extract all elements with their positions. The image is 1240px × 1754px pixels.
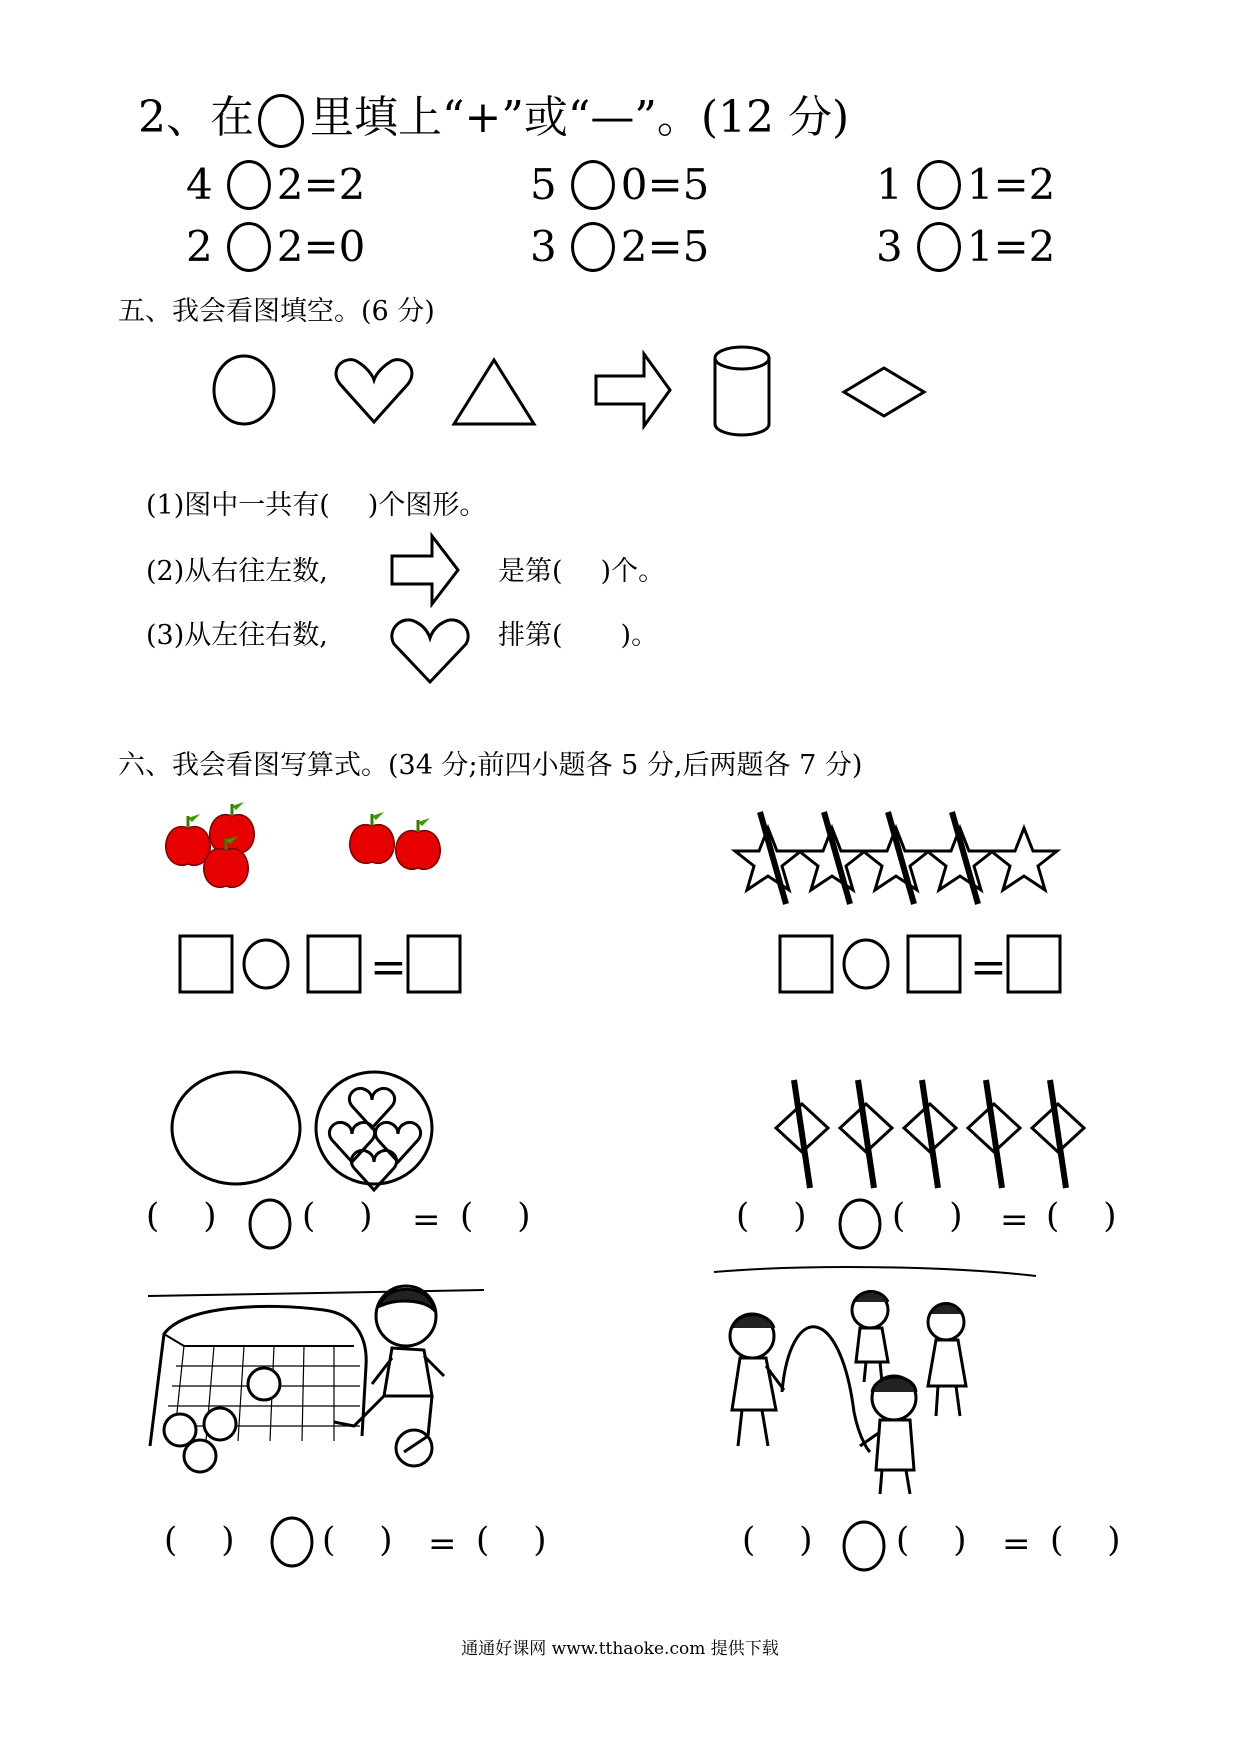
operator-circle-blank[interactable] <box>836 1196 884 1252</box>
q2-title-number: 2、在 <box>138 92 254 143</box>
diamond-icon <box>844 368 924 416</box>
equals-sign: = <box>370 942 407 993</box>
paren-equation <box>896 1520 967 1560</box>
equation-row <box>876 222 1055 272</box>
paren-open: ( <box>322 1520 336 1560</box>
operator-circle-blank[interactable] <box>268 1514 316 1570</box>
paren-close: ) <box>221 1520 235 1560</box>
apple-icon <box>396 818 441 869</box>
box-equation <box>776 930 1076 1000</box>
soccer-ball-icon <box>248 1368 280 1400</box>
apple-icon <box>166 814 211 865</box>
boy-center <box>860 1376 916 1494</box>
equation-left: 3 <box>876 222 903 271</box>
paren-close: ) <box>517 1196 531 1236</box>
q5-sub1 <box>146 488 486 524</box>
q2-title-text: 里填上“+”或“—”。(12 分) <box>310 92 850 143</box>
paren-open: ( <box>164 1520 178 1560</box>
apple-icon <box>350 812 395 863</box>
paren-close: ) <box>533 1520 547 1560</box>
paren-open: ( <box>742 1520 756 1560</box>
girl-middle <box>852 1292 888 1383</box>
boy-kicking <box>334 1286 444 1452</box>
paren-equation <box>322 1520 393 1560</box>
equals-sign: = <box>428 1524 457 1564</box>
section-five-title: 五、我会看图填空。(6 分) <box>118 296 435 327</box>
equation-row <box>186 160 365 210</box>
box-equation <box>176 930 476 1000</box>
diamonds-picture <box>770 1076 1100 1206</box>
equation-right: 1=2 <box>966 160 1056 209</box>
paren-equation <box>146 1196 217 1236</box>
stars-picture <box>730 800 1070 910</box>
paren-close: ) <box>953 1520 967 1560</box>
equation-row <box>530 222 709 272</box>
equals-sign: = <box>970 942 1007 993</box>
paren-close: ) <box>799 1520 813 1560</box>
crossed-out-marks <box>794 1080 1066 1188</box>
arrow-right-icon <box>388 532 464 608</box>
footer-credit: 通通好课网 www.tthaoke.com 提供下载 <box>461 1639 779 1659</box>
equals-sign: = <box>1002 1524 1031 1564</box>
equation-left: 2 <box>186 222 213 271</box>
equation-left: 3 <box>530 222 557 271</box>
paren-close: ) <box>949 1196 963 1236</box>
equation-right: 2=5 <box>620 222 710 271</box>
shape-row <box>200 340 960 440</box>
paren-close: ) <box>379 1520 393 1560</box>
operator-circle-blank[interactable] <box>227 160 271 210</box>
paren-close: ) <box>1103 1196 1117 1236</box>
soccer-ball-icon <box>204 1408 236 1440</box>
paren-open: ( <box>1050 1520 1064 1560</box>
paren-open: ( <box>302 1196 316 1236</box>
answer-box <box>908 936 960 992</box>
paren-open: ( <box>476 1520 490 1560</box>
section-six-title: 六、我会看图写算式。(34 分;前四小题各 5 分,后两题各 7 分) <box>118 750 863 781</box>
q5-sub2-label: (2)从右往左数, <box>146 556 328 587</box>
paren-equation <box>302 1196 373 1236</box>
q5-sub3-label: (3)从左往右数, <box>146 620 328 651</box>
paren-equation <box>892 1196 963 1236</box>
equation-right: 2=0 <box>276 222 366 271</box>
arrow-right-icon <box>596 354 670 426</box>
paren-open: ( <box>736 1196 750 1236</box>
paren-equation <box>460 1196 531 1236</box>
operator-circle-blank[interactable] <box>571 222 615 272</box>
q5-sub3-right <box>498 618 658 654</box>
paren-equation <box>736 1196 807 1236</box>
q5-sub3-after: )。 <box>620 620 659 651</box>
equation-left: 5 <box>530 160 557 209</box>
operator-circle-blank <box>244 940 288 988</box>
apples-picture <box>160 792 460 892</box>
girl-left <box>730 1314 784 1446</box>
answer-box <box>408 936 460 992</box>
heart-icon <box>388 612 472 688</box>
paren-close: ) <box>1107 1520 1121 1560</box>
equation-right: 0=5 <box>620 160 710 209</box>
circle-icon <box>214 356 274 424</box>
paren-open: ( <box>146 1196 160 1236</box>
answer-box <box>780 936 832 992</box>
operator-circle-blank[interactable] <box>571 160 615 210</box>
operator-circle-blank[interactable] <box>840 1518 888 1574</box>
equation-row <box>530 160 709 210</box>
q5-sub2-after: )个。 <box>600 556 666 587</box>
equation-left: 4 <box>186 160 213 209</box>
empty-ellipse <box>172 1072 300 1184</box>
paren-equation <box>476 1520 547 1560</box>
q5-sub1-after: )个图形。 <box>367 490 487 521</box>
girl-right <box>928 1304 966 1417</box>
equation-row <box>186 222 365 272</box>
paren-open: ( <box>460 1196 474 1236</box>
answer-box <box>308 936 360 992</box>
operator-circle-blank[interactable] <box>917 222 961 272</box>
equation-right: 1=2 <box>966 222 1056 271</box>
q5-sub1-before: (1)图中一共有( <box>146 490 330 521</box>
paren-open: ( <box>896 1520 910 1560</box>
apple-icon <box>210 802 255 853</box>
equation-right: 2=2 <box>276 160 366 209</box>
circle-icon <box>258 94 304 148</box>
rope-skipping-picture <box>710 1262 1040 1502</box>
answer-box <box>180 936 232 992</box>
soccer-ball-icon <box>184 1440 216 1472</box>
operator-circle-blank[interactable] <box>227 222 271 272</box>
paren-equation <box>1046 1196 1117 1236</box>
equals-sign: = <box>1000 1200 1029 1240</box>
hearts-picture <box>168 1066 448 1196</box>
paren-open: ( <box>1046 1196 1060 1236</box>
q5-sub3-mid: 排第( <box>498 620 563 651</box>
paren-equation <box>164 1520 235 1560</box>
answer-box <box>1008 936 1060 992</box>
q2-title <box>138 88 849 148</box>
paren-close: ) <box>203 1196 217 1236</box>
operator-circle-blank[interactable] <box>917 160 961 210</box>
paren-close: ) <box>793 1196 807 1236</box>
paren-close: ) <box>359 1196 373 1236</box>
paren-equation <box>1050 1520 1121 1560</box>
star-icon <box>991 828 1057 890</box>
q5-sub2-right <box>498 554 665 590</box>
operator-circle-blank <box>844 940 888 988</box>
equation-row <box>876 160 1055 210</box>
paren-open: ( <box>892 1196 906 1236</box>
q5-sub2-mid: 是第( <box>498 556 563 587</box>
soccer-picture <box>144 1276 484 1486</box>
operator-circle-blank[interactable] <box>246 1196 294 1252</box>
heart-icon <box>375 1122 420 1162</box>
heart-icon <box>336 360 412 422</box>
paren-equation <box>742 1520 813 1560</box>
triangle-icon <box>454 360 534 424</box>
equation-left: 1 <box>876 160 903 209</box>
equals-sign: = <box>412 1200 441 1240</box>
cylinder-icon <box>715 347 769 435</box>
